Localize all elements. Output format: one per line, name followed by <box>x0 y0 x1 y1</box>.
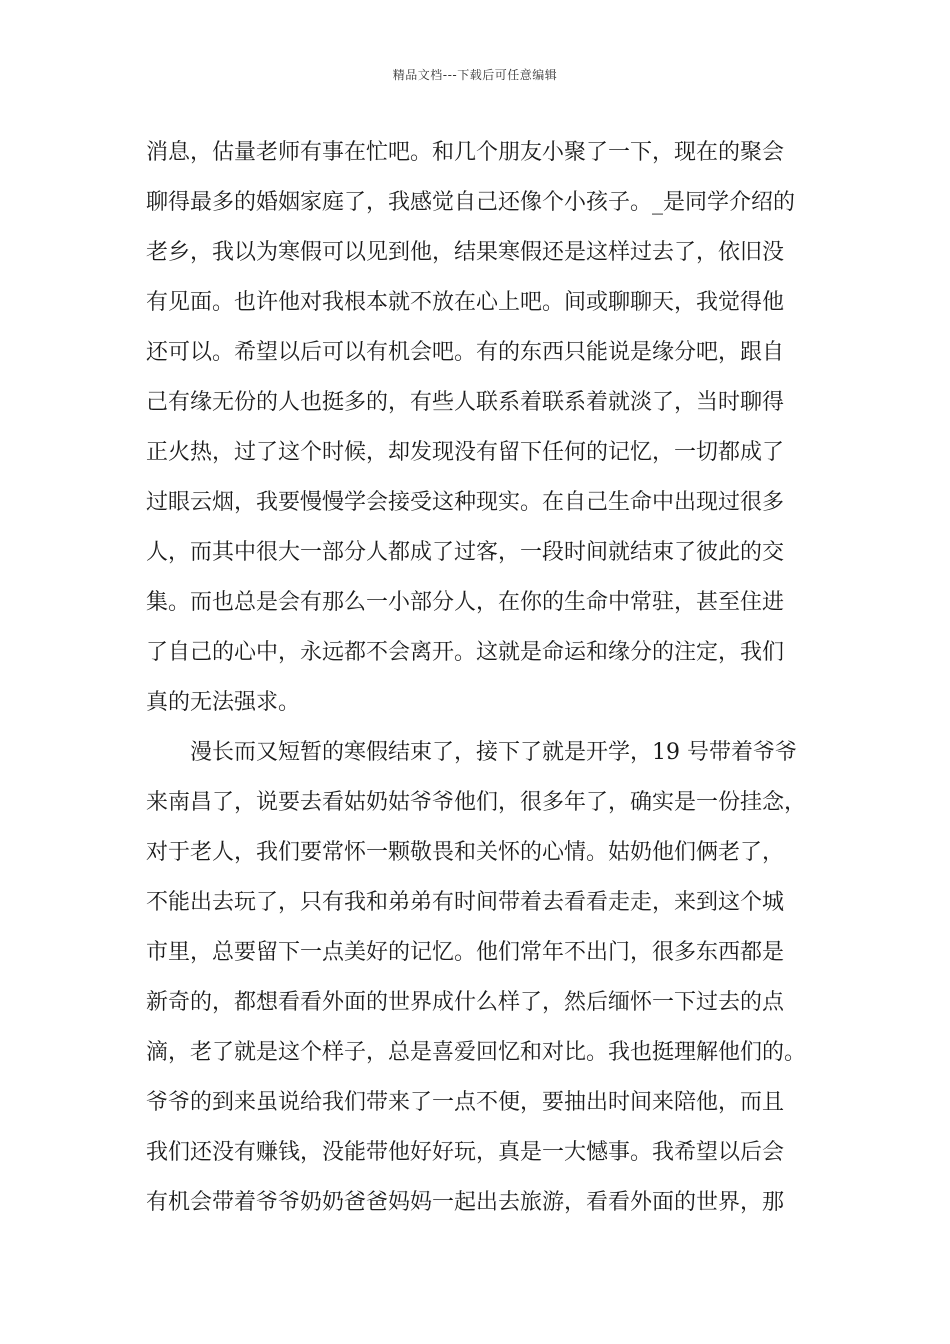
text-line: 了自己的心中，永远都不会离开。这就是命运和缘分的注定，我们 <box>146 640 785 665</box>
text-line: 对于老人，我们要常怀一颗敬畏和关怀的心情。姑奶他们俩老了， <box>146 840 785 865</box>
text-line: 来南昌了，说要去看姑奶姑爷爷他们，很多年了，确实是一份挂念， <box>146 790 807 815</box>
text-line: 不能出去玩了，只有我和弟弟有时间带着去看看走走，来到这个城 <box>146 890 785 915</box>
text-line: 己有缘无份的人也挺多的，有些人联系着联系着就淡了，当时聊得 <box>146 390 785 415</box>
text-line: 还可以。希望以后可以有机会吧。有的东西只能说是缘分吧，跟自 <box>146 340 785 365</box>
text-line: 聊得最多的婚姻家庭了，我感觉自己还像个小孩子。_是同学介绍的 <box>146 190 796 215</box>
text-line: 滴，老了就是这个样子，总是喜爱回忆和对比。我也挺理解他们的。 <box>146 1040 807 1065</box>
text-line: 有见面。也许他对我根本就不放在心上吧。间或聊聊天，我觉得他 <box>146 290 785 315</box>
paragraph-start-line: 漫长而又短暂的寒假结束了，接下了就是开学，19 号带着爷爷 <box>190 740 797 765</box>
body-text <box>146 128 806 1228</box>
text-line: 新奇的，都想看看外面的世界成什么样了，然后缅怀一下过去的点 <box>146 990 785 1015</box>
text-line: 市里，总要留下一点美好的记忆。他们常年不出门，很多东西都是 <box>146 940 785 965</box>
page-header: 精品文档---下载后可任意编辑 <box>392 68 558 82</box>
text-line: 爷爷的到来虽说给我们带来了一点不便，要抽出时间来陪他，而且 <box>146 1090 785 1115</box>
text-line: 过眼云烟，我要慢慢学会接受这种现实。在自己生命中出现过很多 <box>146 490 785 515</box>
text-line: 正火热，过了这个时候，却发现没有留下任何的记忆，一切都成了 <box>146 440 785 465</box>
text-line: 我们还没有赚钱，没能带他好好玩，真是一大憾事。我希望以后会 <box>146 1140 785 1165</box>
text-line: 集。而也总是会有那么一小部分人，在你的生命中常驻，甚至住进 <box>146 590 785 615</box>
text-line: 有机会带着爷爷奶奶爸爸妈妈一起出去旅游，看看外面的世界，那 <box>146 1190 785 1215</box>
text-line: 真的无法强求。 <box>146 690 301 715</box>
text-line: 老乡，我以为寒假可以见到他，结果寒假还是这样过去了，依旧没 <box>146 240 785 265</box>
text-line: 人，而其中很大一部分人都成了过客，一段时间就结束了彼此的交 <box>146 540 785 565</box>
text-line: 消息，估量老师有事在忙吧。和几个朋友小聚了一下，现在的聚会 <box>146 140 785 165</box>
